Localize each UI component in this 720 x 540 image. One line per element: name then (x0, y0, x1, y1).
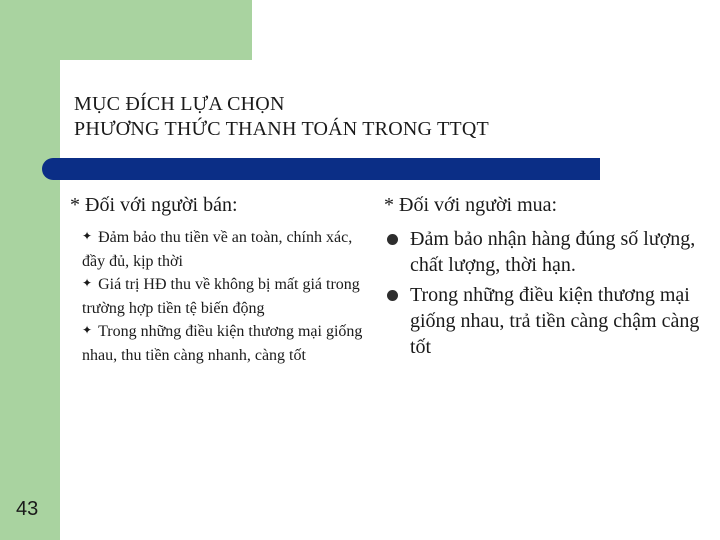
cross-star-icon: ✦ (82, 323, 93, 337)
seller-item (82, 273, 370, 320)
filled-circle-icon (387, 234, 398, 245)
buyer-heading: * Đối với người mua: (384, 194, 558, 216)
title-line-1: MỤC ĐÍCH LỰA CHỌN (74, 93, 285, 115)
seller-item-text: Trong những điều kiện thương mại giống nhau, thu tiền càng nhanh, càng tốt (82, 323, 363, 364)
seller-heading: * Đối với người bán: (70, 194, 238, 216)
seller-item (82, 226, 370, 273)
filled-circle-icon (387, 290, 398, 301)
slide-title (74, 92, 634, 142)
buyer-column (384, 192, 704, 360)
title-divider-bar (42, 158, 600, 180)
page-number: 43 (16, 498, 39, 520)
left-decor-band (0, 0, 60, 540)
seller-item-text: Giá trị HĐ thu về không bị mất giá trong trường hợp tiền tệ biến động (82, 276, 360, 317)
top-decor-band (60, 0, 252, 60)
buyer-item (384, 226, 704, 278)
cross-star-icon: ✦ (82, 229, 93, 243)
buyer-item-text: Trong những điều kiện thương mại giống nhau, trả tiền càng chậm càng tốt (410, 284, 700, 358)
seller-item (82, 320, 370, 367)
seller-column (70, 192, 370, 367)
seller-item-text: Đảm bảo thu tiền về an toàn, chính xác, đầy đủ, kịp thời (82, 229, 353, 270)
buyer-item-text: Đảm bảo nhận hàng đúng số lượng, chất lượng, thời hạn. (410, 228, 696, 276)
buyer-item (384, 282, 704, 360)
title-line-2: PHƯƠNG THỨC THANH TOÁN TRONG TTQT (74, 118, 489, 140)
cross-star-icon: ✦ (82, 276, 93, 290)
